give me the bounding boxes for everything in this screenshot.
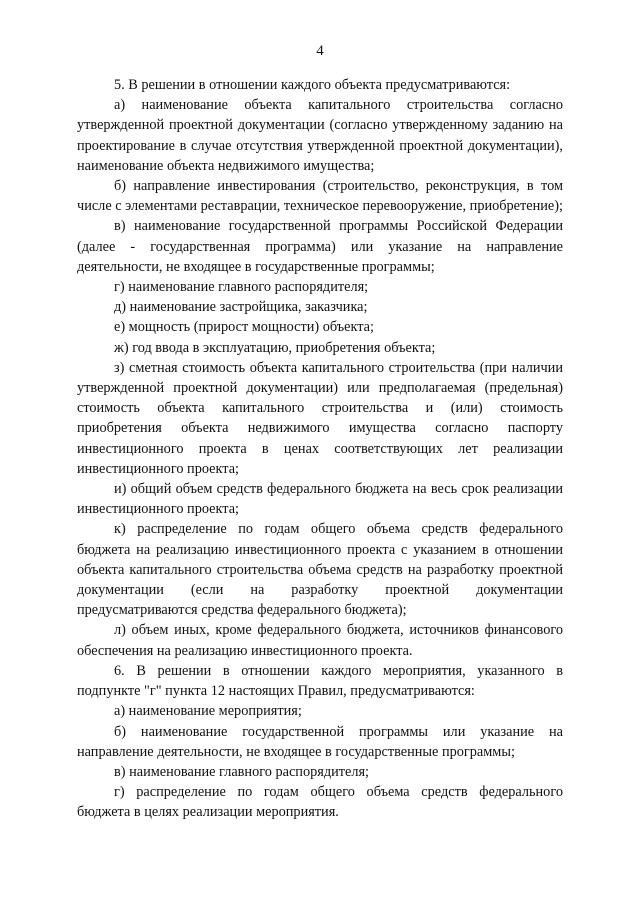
paragraph-5e: е) мощность (прирост мощности) объекта; bbox=[114, 319, 375, 336]
paragraph-5k: к) распределение по годам общего объема средств федерального бюджета на реализацию инвестиционного проекта с указанием в отношении объекта капитального строительства объема средств на разработку проектной документации (если на разработку проектной документации предусматриваются средства федерального бюджета); bbox=[77, 521, 563, 619]
paragraph-5a: а) наименование объекта капитального строительства согласно утвержденной проектной документации (согласно утвержденному заданию на проектирование в случае отсутствия утвержденной проектной документации), наименование объекта недвижимого имущества; bbox=[77, 97, 563, 174]
paragraph-5-intro: 5. В решении в отношении каждого объекта предусматриваются: bbox=[114, 77, 511, 93]
paragraph-6g: г) распределение по годам общего объема средств федерального бюджета в целях реализации мероприятия. bbox=[77, 784, 563, 821]
paragraph-5z: з) сметная стоимость объекта капитального строительства (при наличии утвержденной проектной документации) или предполагаемая (предельная) стоимость объекта капитального строительства и (или) стоимость приобретения объекта недвижимого имущества согласно паспорту инвестиционного проекта в ценах соответствующих лет реализации инвестиционного проекта; bbox=[77, 359, 563, 477]
paragraph-5zh: ж) год ввода в эксплуатацию, приобретения объекта; bbox=[114, 339, 436, 356]
paragraph-6-intro: 6. В решении в отношении каждого мероприятия, указанного в подпункте "г" пункта 12 настоящих Правил, предусматриваются: bbox=[77, 662, 563, 700]
paragraph-5d: д) наименование застройщика, заказчика; bbox=[114, 299, 368, 316]
paragraph-6b: б) наименование государственной программы или указание на направление деятельности, не входящее в государственные программы; bbox=[77, 723, 563, 760]
paragraph-5v: в) наименование государственной программы Российской Федерации (далее - государственная программа) или указание на направление деятельности, не входящее в государственные программы; bbox=[77, 218, 563, 275]
paragraph-5g: г) наименование главного распорядителя; bbox=[114, 279, 369, 296]
paragraph-6v: в) наименование главного распорядителя; bbox=[114, 763, 370, 780]
paragraph-5b: б) направление инвестирования (строительство, реконструкция, в том числе с элементами реставрации, техническое перевооружение, приобретение); bbox=[77, 178, 564, 215]
paragraph-5l: л) объем иных, кроме федерального бюджета, источников финансового обеспечения на реализацию инвестиционного проекта. bbox=[77, 622, 563, 659]
page-number: 4 bbox=[316, 43, 324, 59]
paragraph-5i: и) общий объем средств федерального бюджета на весь срок реализации инвестиционного проекта; bbox=[77, 481, 563, 518]
document-body bbox=[77, 75, 563, 823]
paragraph-6a: а) наименование мероприятия; bbox=[114, 703, 302, 720]
